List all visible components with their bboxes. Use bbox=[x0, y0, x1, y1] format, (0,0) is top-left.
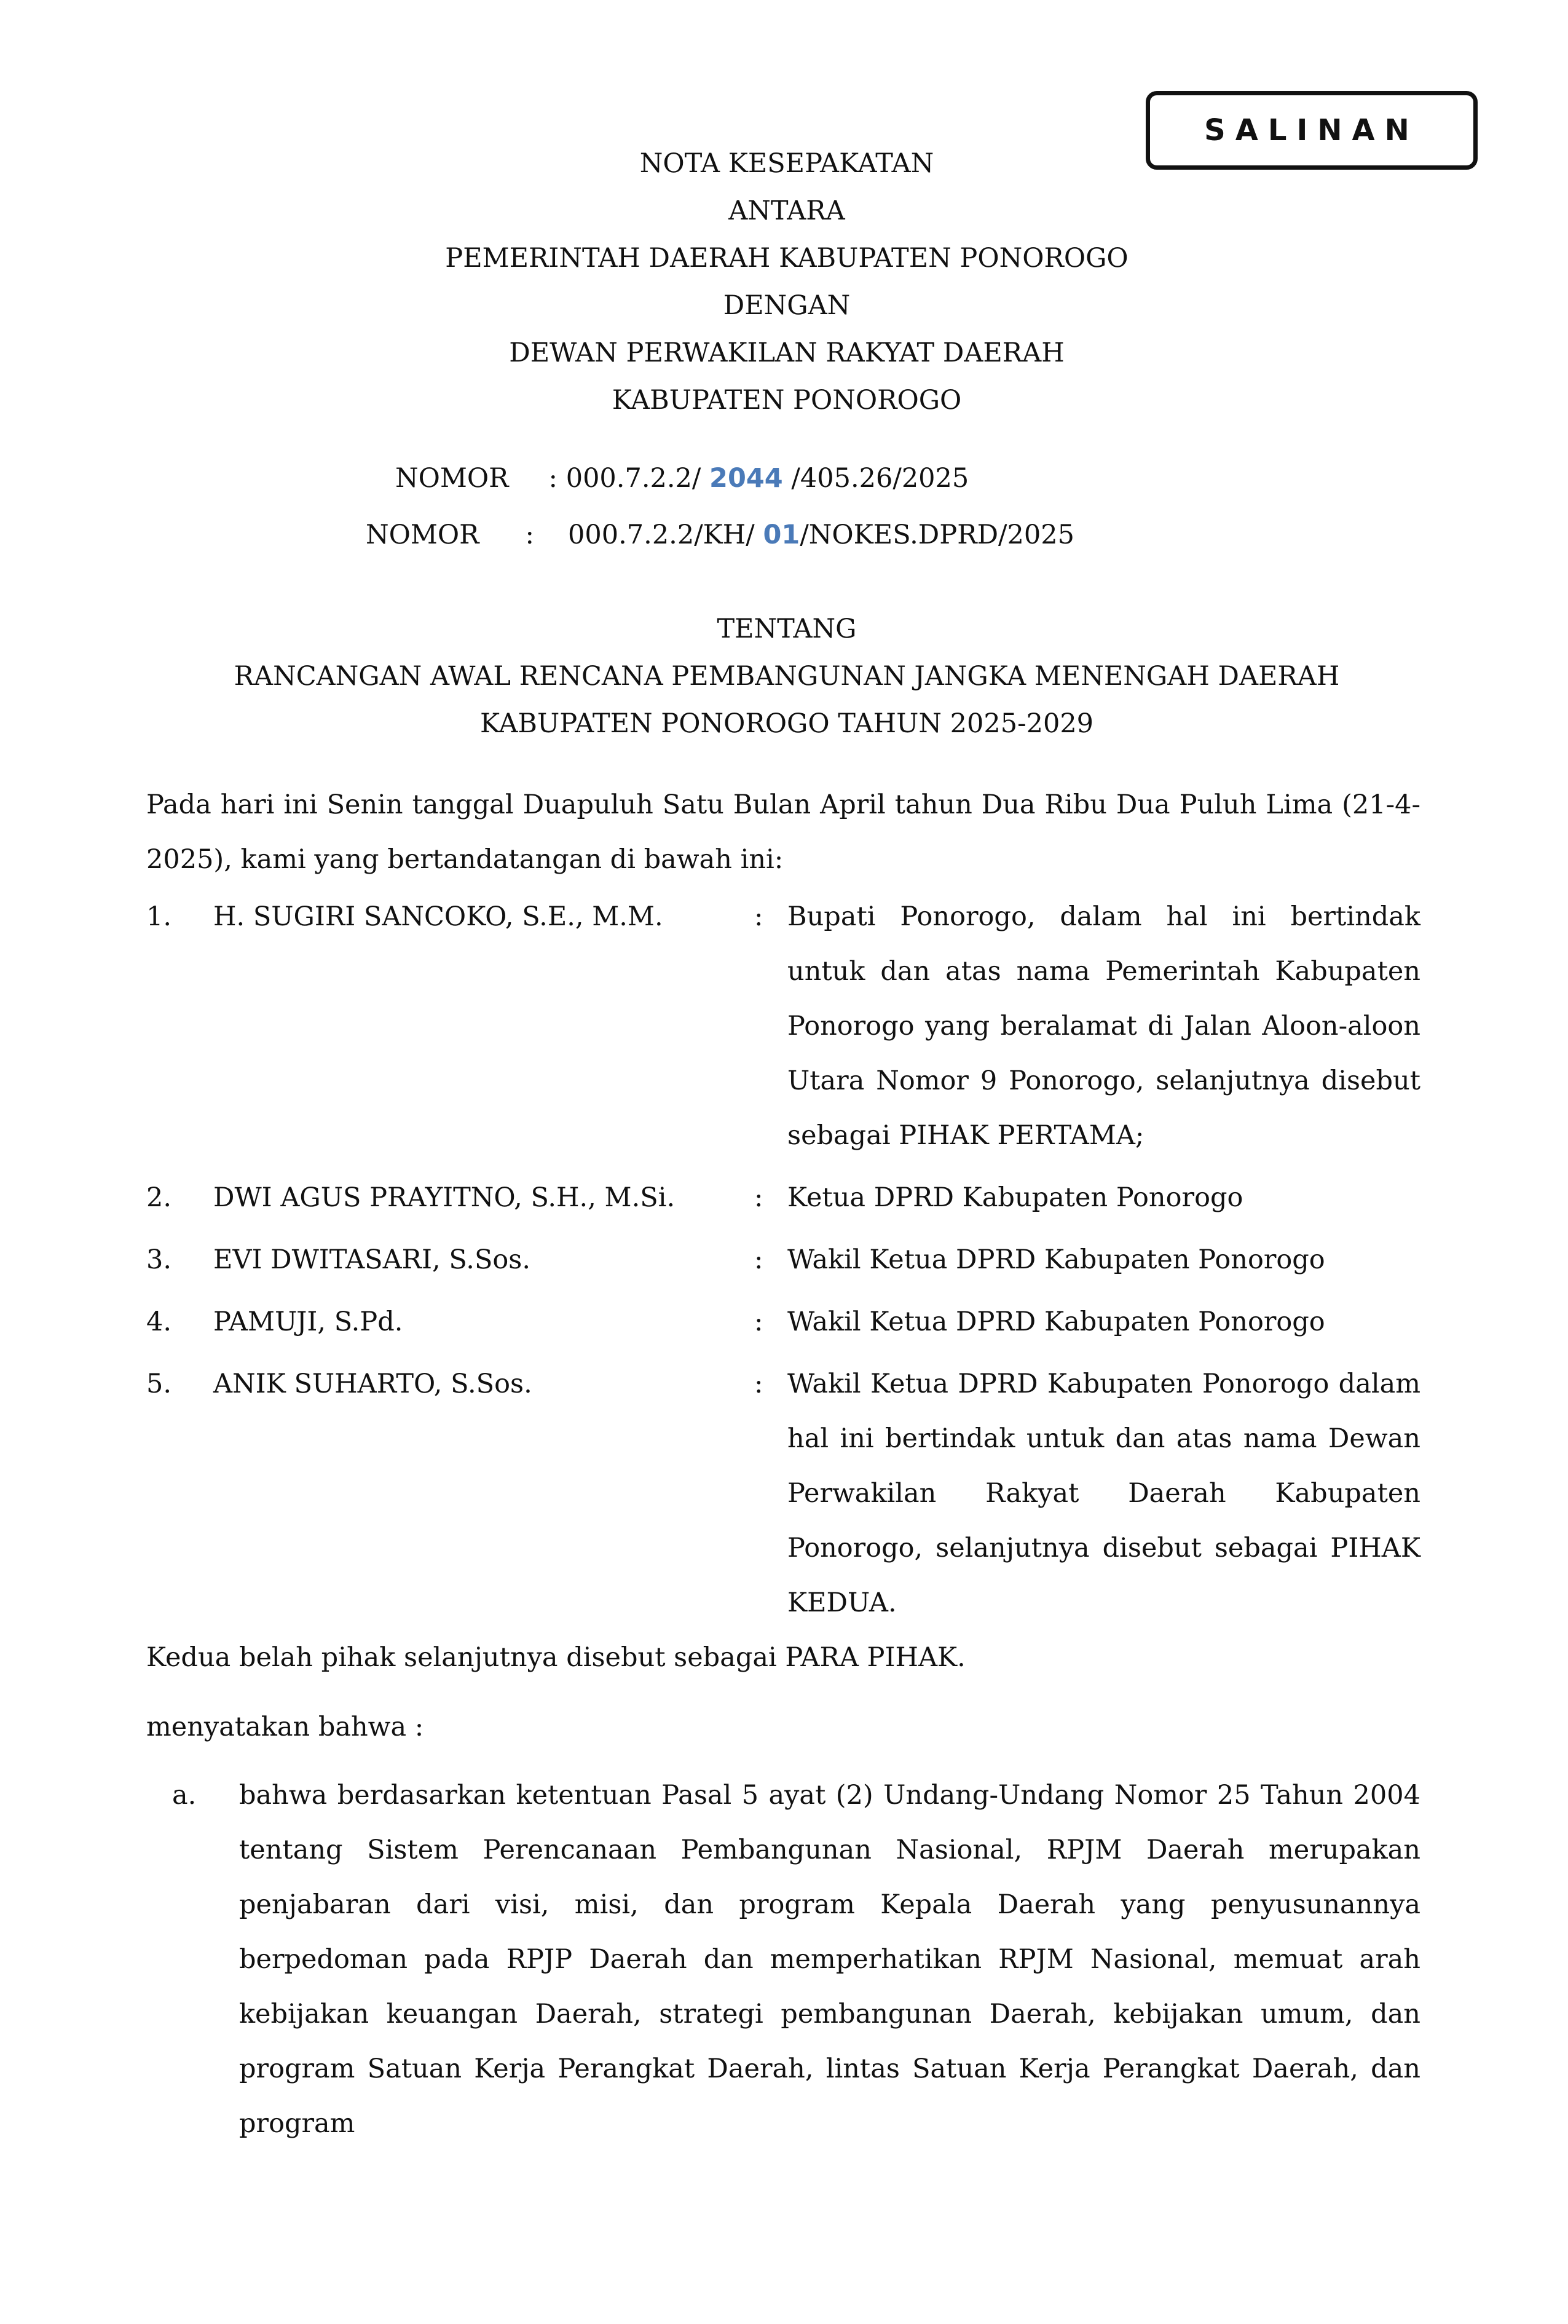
party-name: EVI DWITASARI, S.Sos. bbox=[213, 1244, 531, 1275]
party-description: Wakil Ketua DPRD Kabupaten Ponorogo dalam hal ini bertindak untuk dan atas nama Dewan Perwakilan Rakyat Daerah Kabupaten Ponorogo, selanjutnya disebut sebagai PIHAK KEDUA. bbox=[787, 1369, 1420, 1618]
nomor-colon: : bbox=[525, 520, 535, 550]
subject-line: TENTANG bbox=[717, 614, 857, 644]
subject-line: RANCANGAN AWAL RENCANA PEMBANGUNAN JANGKA MENENGAH DAERAH bbox=[234, 661, 1340, 692]
party-description: Wakil Ketua DPRD Kabupaten Ponorogo bbox=[787, 1244, 1325, 1275]
document-body bbox=[146, 778, 1420, 2151]
party-colon: : bbox=[754, 1369, 763, 1399]
point-text: bahwa berdasarkan ketentuan Pasal 5 ayat (2) Undang-Undang Nomor 25 Tahun 2004 tentang Sistem Perencanaan Pembangunan Nasional, RPJM Daerah merupakan penjabaran dari visi, misi, dan program Kepala Daerah yang penyusunannya berpedoman pada RPJP Daerah dan memperhatikan RPJM Nasional, memuat arah kebijakan keuangan Daerah, strategi pembangunan Daerah, kebijakan umum, dan program Satuan Kerja Perangkat Daerah, lintas Satuan Kerja Perangkat Daerah, dan program bbox=[239, 1780, 1420, 2139]
party-name: ANIK SUHARTO, S.Sos. bbox=[213, 1369, 532, 1399]
title-line: NOTA KESEPAKATAN bbox=[639, 148, 934, 179]
party-colon: : bbox=[754, 901, 763, 932]
party-description: Ketua DPRD Kabupaten Ponorogo bbox=[787, 1182, 1243, 1213]
para-pihak-text: Kedua belah pihak selanjutnya disebut sebagai PARA PIHAK. bbox=[146, 1642, 966, 1673]
party-name: H. SUGIRI SANCOKO, S.E., M.M. bbox=[213, 901, 663, 932]
party-number: 4. bbox=[146, 1306, 172, 1337]
party-name: PAMUJI, S.Pd. bbox=[213, 1306, 403, 1337]
nomor-suffix: /NOKES.DPRD/2025 bbox=[800, 520, 1074, 550]
party-number: 5. bbox=[146, 1369, 172, 1399]
stamp-text: SALINAN bbox=[1204, 113, 1419, 148]
party-colon: : bbox=[754, 1306, 763, 1337]
subject-line: KABUPATEN PONOROGO TAHUN 2025-2029 bbox=[479, 708, 1094, 739]
nomor-prefix: 000.7.2.2/ bbox=[565, 463, 710, 494]
nomor-suffix: /405.26/2025 bbox=[782, 463, 969, 494]
party-name: DWI AGUS PRAYITNO, S.H., M.Si. bbox=[213, 1182, 676, 1213]
title-line: DEWAN PERWAKILAN RAKYAT DAERAH bbox=[509, 338, 1065, 368]
declaration-point bbox=[146, 1768, 1420, 2151]
nomor-label: NOMOR bbox=[395, 463, 509, 494]
point-letter: a. bbox=[172, 1780, 197, 1811]
party-description: Bupati Ponorogo, dalam hal ini bertindak untuk dan atas nama Pemerintah Kabupaten Ponorogo yang beralamat di Jalan Aloon-aloon Utara Nomor 9 Ponorogo, selanjutnya disebut sebagai PIHAK PERTAMA; bbox=[787, 901, 1420, 1151]
party-colon: : bbox=[754, 1182, 763, 1213]
document-title bbox=[0, 140, 1568, 424]
nomor-colon: : bbox=[548, 463, 558, 494]
title-line: DENGAN bbox=[723, 290, 851, 321]
nomor-dprd bbox=[366, 516, 1074, 553]
party-description: Wakil Ketua DPRD Kabupaten Ponorogo bbox=[787, 1306, 1325, 1337]
party-item bbox=[146, 1233, 1420, 1287]
nomor-number: 01 bbox=[763, 520, 800, 550]
title-line: ANTARA bbox=[728, 196, 845, 226]
intro-paragraph: Pada hari ini Senin tanggal Duapuluh Satu Bulan April tahun Dua Ribu Dua Puluh Lima (21-4-2025), kami yang bertandatangan di bawah ini: bbox=[146, 789, 1420, 875]
subject-heading bbox=[0, 606, 1568, 748]
nomor-prefix: 000.7.2.2/KH/ bbox=[568, 520, 763, 550]
declaration-intro: menyatakan bahwa : bbox=[146, 1712, 424, 1742]
party-item bbox=[146, 1171, 1420, 1225]
party-item bbox=[146, 1357, 1420, 1630]
parties-list bbox=[146, 890, 1420, 1630]
title-line: KABUPATEN PONOROGO bbox=[612, 385, 962, 416]
nomor-number: 2044 bbox=[709, 463, 783, 494]
nomor-pemda bbox=[395, 460, 969, 497]
party-number: 2. bbox=[146, 1182, 172, 1213]
nomor-label: NOMOR bbox=[366, 520, 479, 550]
party-item bbox=[146, 1295, 1420, 1350]
party-number: 3. bbox=[146, 1244, 172, 1275]
party-item bbox=[146, 890, 1420, 1163]
title-line: PEMERINTAH DAERAH KABUPATEN PONOROGO bbox=[445, 243, 1129, 274]
party-number: 1. bbox=[146, 901, 172, 932]
party-colon: : bbox=[754, 1244, 763, 1275]
